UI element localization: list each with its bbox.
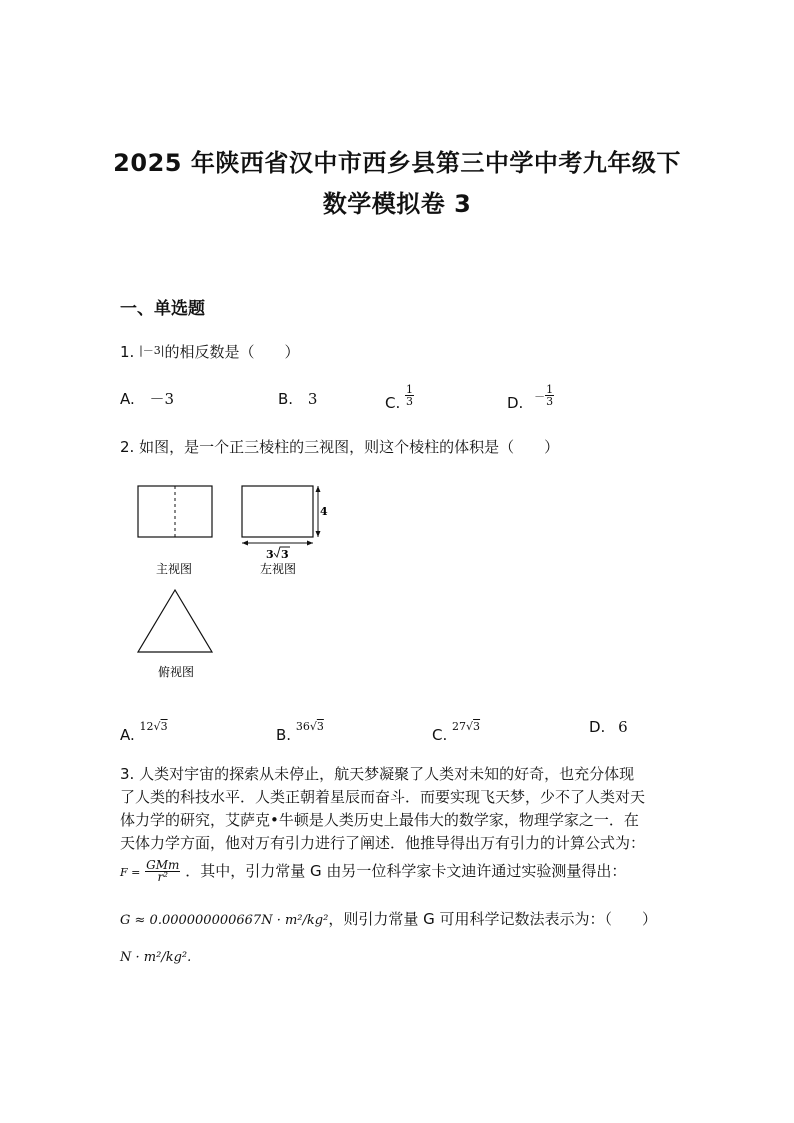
top-view-triangle (138, 590, 212, 652)
formula-numerator: GMm (146, 858, 180, 872)
q3-unit: N · m²/kg². (120, 950, 192, 965)
q3-line-6: ，则引力常量 G 可用科学记数法表示为：（ ） (328, 910, 657, 928)
formula-denominator: r² (157, 870, 169, 884)
q1-option-a-label: A. (120, 390, 135, 408)
q1-option-d-label: D. (507, 394, 524, 412)
fraction-numerator: 1 (546, 383, 554, 396)
q3-line-5: ．其中，引力常量 G 由另一位科学家卡文迪许通过实验测量得出： (185, 862, 627, 880)
q2-option-d-value: 6 (618, 718, 628, 736)
arrow-down (316, 531, 321, 537)
q1-option-a[interactable] (120, 388, 174, 410)
q2-option-a-label: A. (120, 726, 135, 744)
fraction-denominator: 3 (546, 395, 554, 408)
title-line-2: 数学模拟卷 3 (322, 190, 472, 218)
q2-option-b-label: B. (276, 726, 292, 744)
q1-abs-expression: |－3| (139, 344, 165, 357)
q2-option-c[interactable]: C. $^{27√3}$ (432, 720, 481, 744)
width-radicand: 3 (281, 548, 289, 561)
q2-option-a-radicand: 3 (160, 720, 168, 733)
q3-line-4: 天体力学方面，他对万有引力进行了阐述．他推导得出万有引力的计算公式为： (120, 834, 646, 852)
top-view-caption: 俯视图 (158, 665, 195, 679)
q1-option-c-fraction (405, 384, 414, 407)
q3-line-1: 3. 人类对宇宙的探索从未停止，航天梦凝聚了人类对未知的好奇，也充分体现 (120, 765, 635, 783)
q2-option-c-label: C. (432, 726, 448, 744)
width-coefficient: 3 (266, 548, 274, 561)
q1-option-d[interactable] (507, 384, 554, 414)
q2-option-a-coef: 12 (139, 720, 154, 733)
q1-option-d-fraction (545, 384, 554, 407)
question-2: 2. 如图，是一个正三棱柱的三视图，则这个棱柱的体积是（ ） (120, 438, 560, 456)
q2-option-c-radicand: 3 (473, 720, 481, 733)
q3-line-2: 了人类的科技水平．人类正朝着星辰而奋斗．而要实现飞天梦，少不了人类对天 (120, 788, 646, 806)
fraction-numerator: 1 (406, 383, 414, 396)
three-view-diagram (120, 470, 340, 690)
section-heading: 一、单选题 (120, 299, 205, 319)
q1-option-c[interactable] (385, 384, 414, 414)
q1-option-c-label: C. (385, 394, 401, 412)
formula-lhs: F = (120, 866, 141, 879)
q2-option-c-coef: 27 (452, 720, 467, 733)
side-view-rect (242, 486, 313, 537)
q3-line-3: 体力学的研究，艾萨克•牛顿是人类历史上最伟大的数学家，物理学家之一．在 (120, 811, 639, 829)
front-view-caption: 主视图 (156, 562, 193, 576)
q2-option-b-coef: 36 (295, 720, 310, 733)
q1-option-b-label: B. (278, 390, 294, 408)
question-1 (120, 340, 300, 363)
q2-option-b-radicand: 3 (316, 720, 324, 733)
arrow-left (242, 541, 248, 546)
arrow-right (307, 541, 313, 546)
formula-fraction (145, 860, 180, 883)
q1-option-b[interactable] (278, 388, 317, 410)
q3-g-line (120, 908, 657, 932)
q1-option-a-value: －3 (149, 390, 175, 408)
q2-option-d-label: D. (589, 718, 606, 736)
q2-option-a[interactable]: A. $^{12√3}$ (120, 720, 168, 744)
q2-option-d[interactable] (589, 716, 628, 738)
q1-option-d-sign: － (534, 390, 546, 403)
g-value: G ≈ 0.000000000667N · m²/kg² (120, 913, 329, 928)
q3-formula-line (120, 860, 626, 884)
title-line-1: 2025 年陕西省汉中市西乡县第三中学中考九年级下 (113, 149, 681, 177)
q1-text: 的相反数是（ ） (164, 343, 300, 361)
q1-number: 1. (120, 343, 135, 361)
fraction-denominator: 3 (406, 395, 414, 408)
q2-option-b[interactable]: B. $^{36√3}$ (276, 720, 324, 744)
height-label: 4 (320, 505, 328, 518)
q1-option-b-value: 3 (307, 390, 318, 408)
side-view-caption: 左视图 (260, 562, 297, 576)
arrow-up (316, 486, 321, 492)
